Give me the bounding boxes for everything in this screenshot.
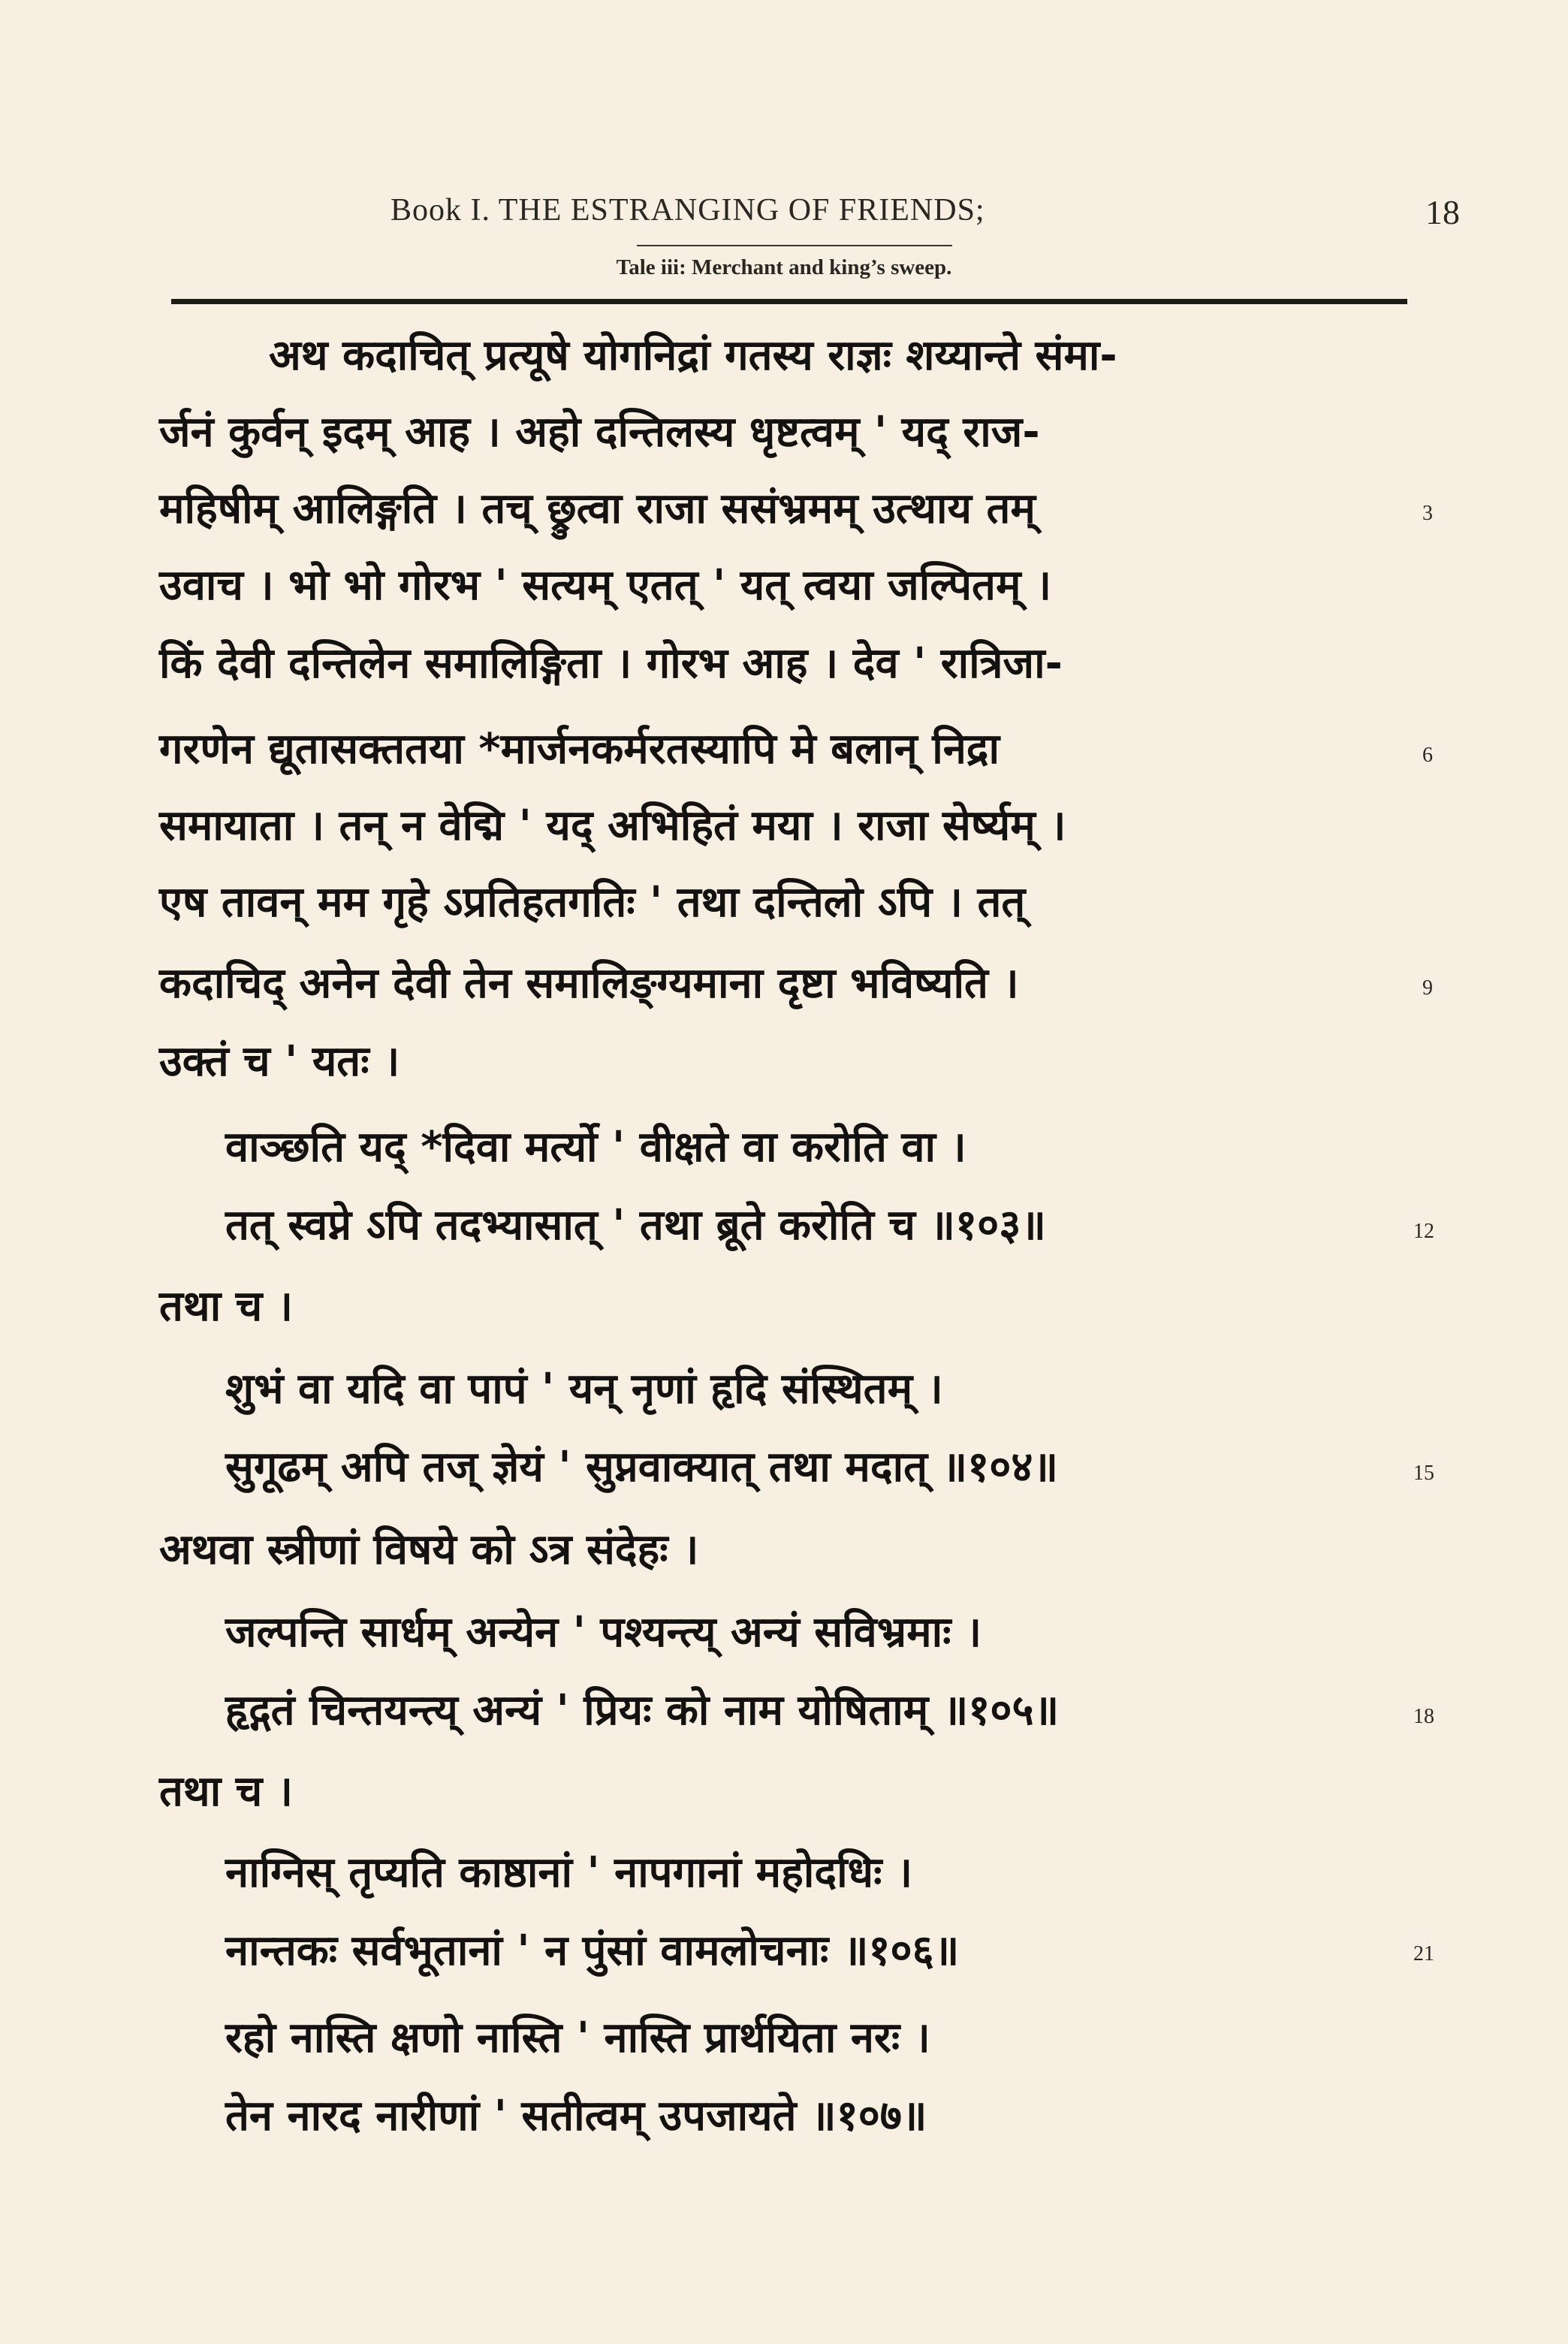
text-line: उक्तं च ' यतः । <box>159 1037 400 1086</box>
page-number: 18 <box>1425 193 1460 231</box>
text-line: एष तावन् मम गृहे ऽप्रतिहतगतिः ' तथा दन्तिलो ऽपि । तत् <box>159 878 1026 927</box>
margin-line-number: 18 <box>1413 1705 1434 1728</box>
margin-line-number: 9 <box>1422 976 1433 1000</box>
margin-line-number: 15 <box>1413 1462 1434 1485</box>
text-line: महिषीम् आलिङ्गति । तच् छ्रुत्वा राजा ससंभ्रमम् उत्थाय तम् <box>159 484 1036 533</box>
margin-line-number: 6 <box>1422 744 1433 767</box>
text-line: कदाचिद् अनेन देवी तेन समालिङ्ग्यमाना दृष्टा भविष्यति । <box>159 959 1019 1008</box>
text-line: किं देवी दन्तिलेन समालिङ्गिता । गोरभ आह । देव ' रात्रिजा- <box>159 639 1063 688</box>
text-line: र्जनं कुर्वन् इदम् आह । अहो दन्तिलस्य धृष्टत्वम् ' यद् राज- <box>159 408 1040 457</box>
verse-line: तत् स्वप्ने ऽपि तदभ्यासात् ' तथा ब्रूते करोति च ॥१०३॥ <box>225 1201 1046 1250</box>
text-line: तथा च । <box>159 1767 293 1816</box>
tale-subheading: Tale iii: Merchant and king’s sweep. <box>616 255 952 279</box>
text-line: गरणेन द्यूतासक्ततया *मार्जनकर्मरतस्यापि मे बलान् निद्रा <box>159 725 1000 774</box>
verse-line: रहो नास्ति क्षणो नास्ति ' नास्ति प्रार्थयिता नरः । <box>225 2014 930 2062</box>
verse-line: वाञ्छति यद् *दिवा मर्त्यो ' वीक्षते वा करोति वा । <box>225 1123 966 1172</box>
verse-line: नाग्निस् तृप्यति काष्ठानां ' नापगानां महोदधिः । <box>225 1848 913 1897</box>
text-line: अथवा स्त्रीणां विषये को ऽत्र संदेहः । <box>159 1525 699 1574</box>
text-line: अथ कदाचित् प्रत्यूषे योगनिद्रां गतस्य राज्ञः शय्यान्ते संमा- <box>269 331 1117 380</box>
verse-line: तेन नारद नारीणां ' सतीत्वम् उपजायते ॥१०७॥ <box>225 2092 927 2140</box>
running-header: Book I. THE ESTRANGING OF FRIENDS; <box>390 193 985 228</box>
verse-line: जल्पन्ति सार्धम् अन्येन ' पश्यन्त्य् अन्यं सविभ्रमाः । <box>225 1608 982 1657</box>
header-rule <box>171 299 1407 304</box>
margin-line-number: 12 <box>1413 1220 1434 1243</box>
margin-line-number: 21 <box>1413 1942 1434 1965</box>
verse-line: नान्तकः सर्वभूतानां ' न पुंसां वामलोचनाः ॥१०६॥ <box>225 1926 960 1975</box>
text-line: समायाता । तन् न वेद्मि ' यद् अभिहितं मया । राजा सेर्ष्यम् । <box>159 801 1066 850</box>
text-line: तथा च । <box>159 1282 293 1331</box>
text-line: उवाच । भो भो गोरभ ' सत्यम् एतत् ' यत् त्वया जल्पितम् । <box>159 561 1052 610</box>
verse-line: शुभं वा यदि वा पापं ' यन् नृणां हृदि संस्थितम् । <box>225 1365 943 1413</box>
header-divider <box>637 245 952 246</box>
margin-line-number: 3 <box>1422 502 1433 525</box>
verse-line: सुगूढम् अपि तज् ज्ञेयं ' सुप्नवाक्यात् तथा मदात् ॥१०४॥ <box>225 1443 1058 1492</box>
verse-line: हृद्गतं चिन्तयन्त्य् अन्यं ' प्रियः को नाम योषिताम् ॥१०५॥ <box>225 1686 1060 1735</box>
